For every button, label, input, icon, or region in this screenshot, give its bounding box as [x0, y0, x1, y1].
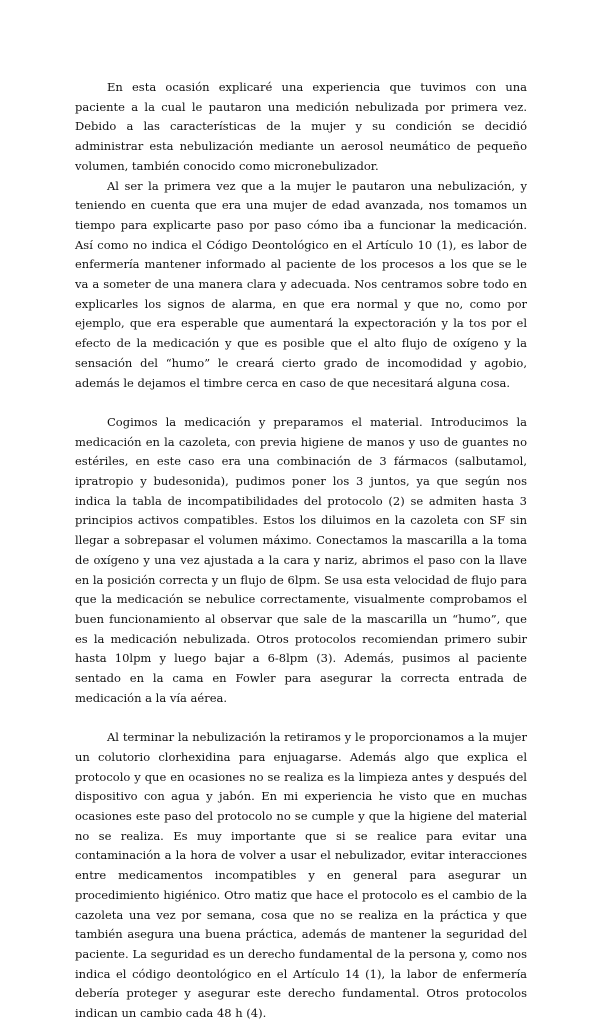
paragraph-patient-information: Al ser la primera vez que a la mujer le pautaron una nebulización, y teniendo en cuenta que era una mujer de edad avanzada, nos tomamos un tiempo para explicarte paso por paso cómo iba a funcionar la medicación. Así como no indica el Código Deontológico en el Artículo 10 (1), es labor de enfermería mantener informado al paciente de los procesos a los que se le va a someter de una manera clara y adecuada. Nos centramos sobre todo en explicarles los signos de alarma, en que era normal y que no, como por ejemplo, que era esperable que aumentará la expectoración y la tos por el efecto de la medicación y que es posible que el alto flujo de oxígeno y la sensación del “humo” le creará cierto grado de incomodidad y agobio, además le dejamos el timbre cerca en caso de que necesitará alguna cosa. — [75, 178, 527, 390]
document-page — [75, 78, 527, 1024]
paragraph-after-nebulization: Al terminar la nebulización la retiramos y le proporcionamos a la mujer un colutorio clorhexidina para enjuagarse. Además algo que explica el protocolo y que en ocasiones no se realiza es la limpieza antes y después del dispositivo con agua y jabón. En mi experiencia he visto que en muchas ocasiones este paso del protocolo no se cumple y que la higiene del material no se realiza. Es muy importante que si se realice para evitar una contaminación a la hora de volver a usar el nebulizador, evitar interacciones entre medicamentos incompatibles y en general para asegurar un procedimiento higiénico. Otro matiz que hace el protocolo es el cambio de la cazoleta una vez por semana, cosa que no se realiza en la práctica y que también asegura una buena práctica, además de mantener la seguridad del paciente. La seguridad es un derecho fundamental de la persona y, como nos indica el código deontológico en el Artículo 14 (1), la labor de enfermería debería proteger y asegurar este derecho fundamental. Otros protocolos indican un cambio cada 48 h (4). — [75, 730, 527, 1021]
paragraph-medication-preparation: Cogimos la medicación y preparamos el material. Introducimos la medicación en la cazoleta, con previa higiene de manos y uso de guantes no estériles, en este caso era una combinación de 3 fármacos (salbutamol, ipratropio y budesonida), pudimos poner los 3 juntos, ya que según nos indica la tabla de incompatibilidades del protocolo (2) se admiten hasta 3 principios activos compatibles. Estos los diluimos en la cazoleta con SF sin llegar a sobrepasar el volumen máximo. Conectamos la mascarilla a la toma de oxígeno y una vez ajustada a la cara y nariz, abrimos el paso con la llave en la posición correcta y un flujo de 6lpm. Se usa esta velocidad de flujo para que la medicación se nebulice correctamente, visualmente comprobamos el buen funcionamiento al observar que sale de la mascarilla un “humo”, que es la medicación nebulizada. Otros protocolos recomiendan primero subir hasta 10lpm y luego bajar a 6-8lpm (3). Además, pusimos al paciente sentado en la cama en Fowler para asegurar la correcta entrada de medicación a la vía aérea. — [75, 414, 527, 705]
paragraph-intro: En esta ocasión explicaré una experiencia que tuvimos con una paciente a la cual le pautaron una medición nebulizada por primera vez. Debido a las características de la mujer y su condición se decidió administrar esta nebulización mediante un aerosol neumático de pequeño volumen, también conocido como micronebulizador. — [75, 80, 527, 173]
